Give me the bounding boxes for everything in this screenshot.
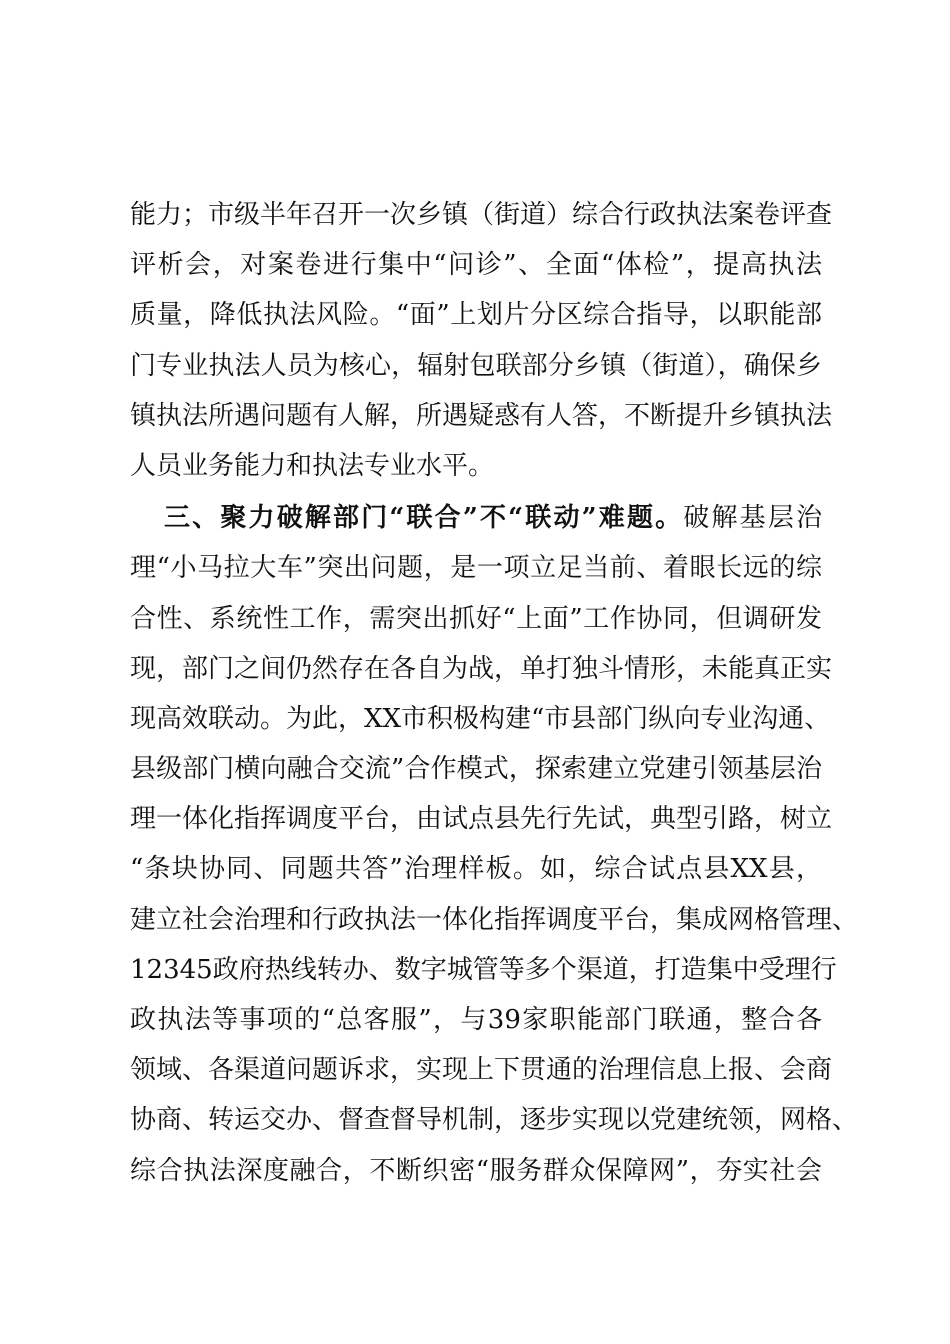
text-line: 能力；市级半年召开一次乡镇（街道）综合行政执法案卷评查 — [130, 200, 833, 230]
heading-continuation: 破解基层治 — [683, 503, 822, 534]
text-line: 评析会，对案卷进行集中“问诊”、全面“体检”，提高执法 — [130, 250, 822, 281]
paragraph-2 — [130, 493, 859, 1196]
text-line: 人员业务能力和执法专业水平。 — [130, 450, 495, 481]
text-line: 合性、系统性工作，需突出抓好“上面”工作协同，但调研发 — [130, 603, 822, 634]
paragraph-1 — [130, 190, 833, 491]
text-line: 协商、转运交办、督查督导机制，逐步实现以党建统领，网格、 — [130, 1105, 859, 1136]
text-line: 镇执法所遇问题有人解，所遇疑惑有人答，不断提升乡镇执法 — [130, 400, 833, 431]
text-line: 政执法等事项的“总客服”，与39家职能部门联通，整合各 — [130, 1005, 822, 1035]
document-page — [130, 190, 859, 1196]
text-line: 领域、各渠道问题诉求，实现上下贯通的治理信息上报、会商 — [130, 1055, 833, 1086]
text-line — [130, 493, 822, 543]
text-line: 现高效联动。为此，XX市积极构建“市县部门纵向专业沟通、 — [130, 703, 831, 734]
text-line: 理一体化指挥调度平台，由试点县先行先试，典型引路，树立 — [130, 804, 833, 835]
text-line: 综合执法深度融合，不断织密“服务群众保障网”，夯实社会 — [130, 1155, 822, 1186]
text-line: 县级部门横向融合交流”合作模式，探索建立党建引领基层治 — [130, 754, 822, 785]
text-line: 理“小马拉大车”突出问题，是一项立足当前、着眼长远的综 — [130, 553, 822, 584]
section-heading: 三、聚力破解部门“联合”不“联动”难题。 — [164, 503, 684, 534]
text-line: 质量，降低执法风险。“面”上划片分区综合指导，以职能部 — [130, 300, 822, 331]
text-line: 门专业执法人员为核心，辐射包联部分乡镇（街道），确保乡 — [130, 350, 822, 381]
text-line: 建立社会治理和行政执法一体化指挥调度平台，集成网格管理、 — [130, 904, 859, 935]
text-line: “条块协同、同题共答”治理样板。如，综合试点县XX县， — [130, 854, 822, 885]
text-line: 现，部门之间仍然存在各自为战，单打独斗情形，未能真正实 — [130, 653, 833, 684]
text-line: 12345政府热线转办、数字城管等多个渠道，打造集中受理行 — [130, 954, 837, 985]
